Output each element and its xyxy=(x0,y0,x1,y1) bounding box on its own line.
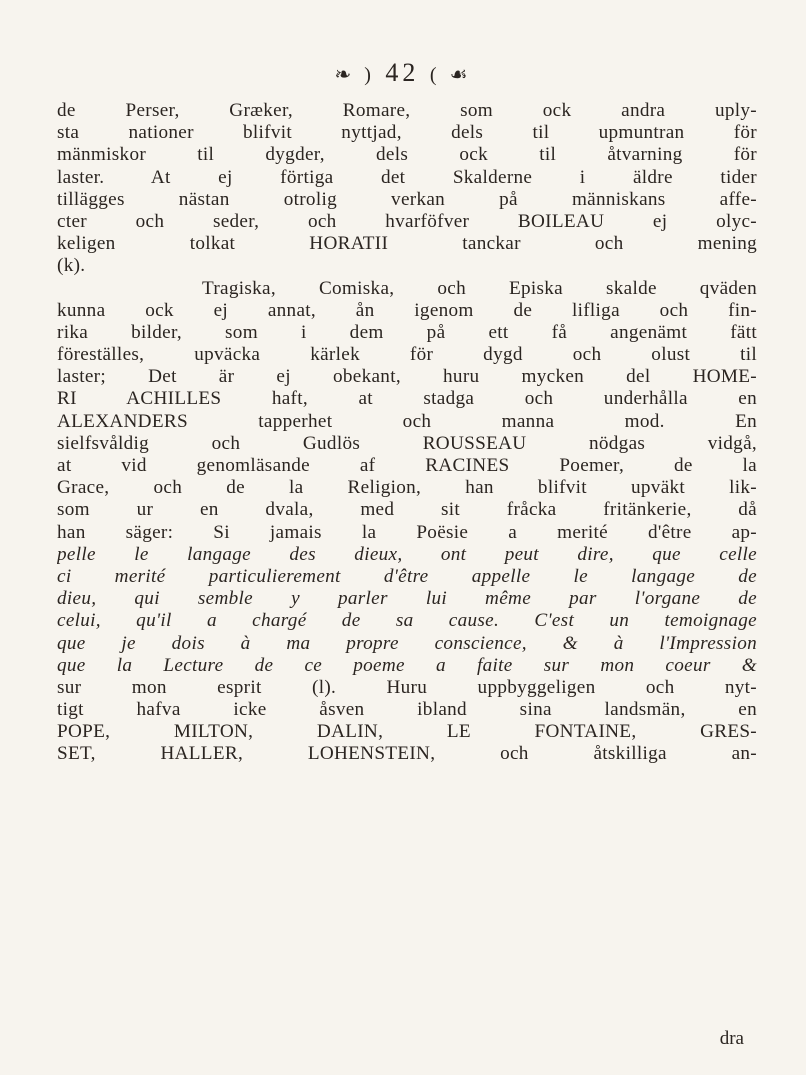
text-line: sielfsvåldig och Gudlös ROUSSEAU nödgas vidgå, xyxy=(57,432,757,454)
text-line: laster; Det är ej obekant, huru mycken del HOME- xyxy=(57,366,757,388)
text-line: Grace, och de la Religion, han blifvit upväkt lik- xyxy=(57,477,757,499)
text-line: keligen tolkat HORATII tanckar och mening xyxy=(57,233,757,255)
text-line: celui, qu'il a chargé de sa cause. C'est un temoignage xyxy=(57,610,757,632)
text-line: kunna ock ej annat, ån igenom de lifliga och fin- xyxy=(57,299,757,321)
text-line: cter och seder, och hvarföfver BOILEAU ej olyc- xyxy=(57,210,757,232)
text-line: Tragiska, Comiska, och Episka skalde qväden xyxy=(202,277,757,299)
text-line: han säger: Si jamais la Poësie a merité d'être ap- xyxy=(57,521,757,543)
text-line: tillägges nästan otrolig verkan på människans affe- xyxy=(57,188,757,210)
text-line: tigt hafva icke åsven ibland sina landsmän, en xyxy=(57,699,757,721)
page-header xyxy=(0,58,806,88)
text-line: at vid genomläsande af RACINES Poemer, de la xyxy=(57,455,757,476)
text-line: SET, HALLER, LOHENSTEIN, och åtskilliga an- xyxy=(57,743,757,765)
text-line: sur mon esprit (l). Huru uppbyggeligen och nyt- xyxy=(57,676,757,698)
catchword: dra xyxy=(719,1028,744,1049)
text-line: ci merité particulierement d'être appelle le langage de xyxy=(57,565,757,587)
text-line: som ur en dvala, med sit fråcka fritänkerie, då xyxy=(57,499,757,521)
page-number: 42 xyxy=(385,58,420,87)
text-line: rika bilder, som i dem på ett få angenämt fätt xyxy=(57,321,757,343)
body-text xyxy=(57,100,757,766)
text-line: mänmiskor til dygder, dels ock til åtvarning för xyxy=(57,144,757,166)
left-ornament: ❧ ) xyxy=(334,64,375,86)
text-line: (k). xyxy=(57,255,86,277)
text-line: pelle le langage des dieux, ont peut dire, que celle xyxy=(57,543,757,565)
text-line: POPE, MILTON, DALIN, LE FONTAINE, GRES- xyxy=(57,721,757,743)
text-line: dieu, qui semble y parler lui même par l'organe de xyxy=(57,588,757,610)
text-line: que la Lecture de ce poeme a faite sur mon coeur & xyxy=(57,654,757,676)
text-line: laster. At ej förtiga det Skalderne i äldre tider xyxy=(57,166,757,188)
text-line: sta nationer blifvit nyttjad, dels til upmuntran för xyxy=(57,122,757,144)
text-line: que je dois à ma propre conscience, & à l'Impression xyxy=(57,632,757,654)
right-ornament: ( ☙ xyxy=(429,64,472,86)
text-line: ALEXANDERS tapperhet och manna mod. En xyxy=(57,410,757,432)
text-line: föreställes, upväcka kärlek för dygd och olust til xyxy=(57,344,757,366)
text-line: RI ACHILLES haft, at stadga och underhålla en xyxy=(57,388,757,410)
text-line: de Perser, Græker, Romare, som ock andra uply- xyxy=(57,100,757,121)
